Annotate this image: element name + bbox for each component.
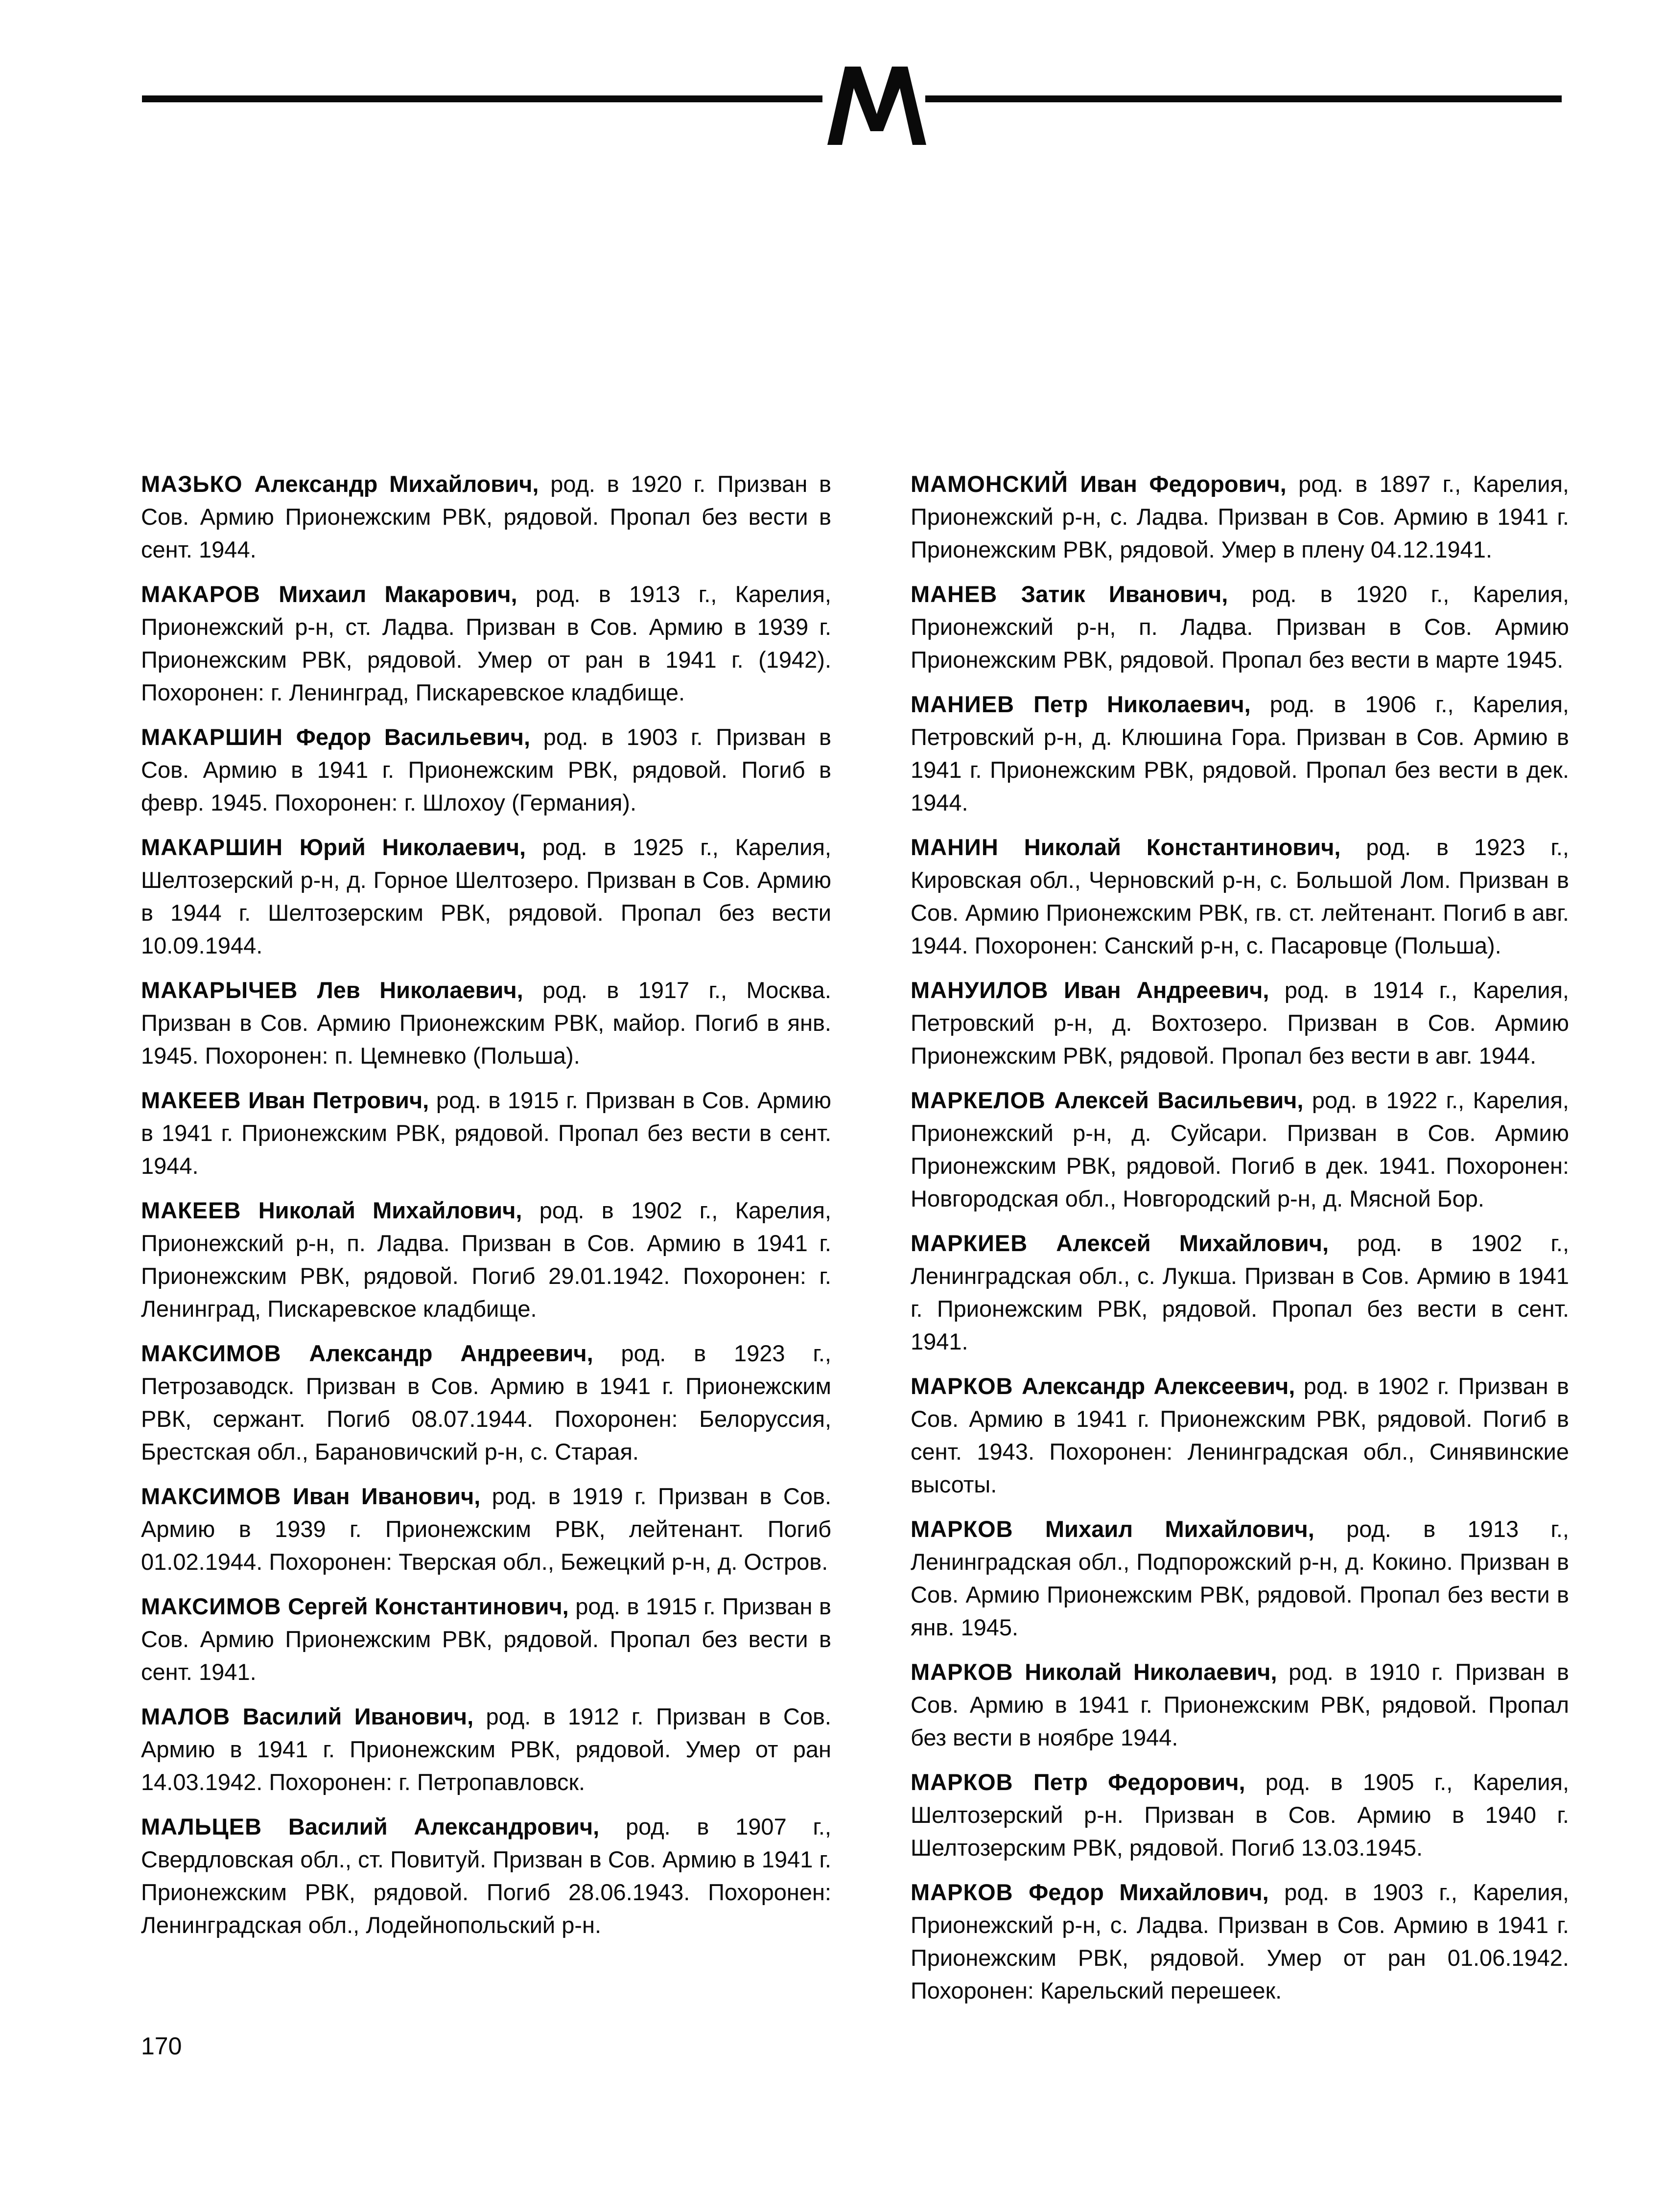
entry-surname: МАРКИЕВ: [911, 1230, 1028, 1256]
entry-surname: МАКАРЫЧЕВ: [141, 977, 298, 1003]
entry: [141, 1084, 831, 1182]
entry-given-name: Михаил Михайлович,: [1045, 1516, 1314, 1542]
entry-surname: МАЗЬКО: [141, 471, 243, 497]
entry: [911, 1513, 1569, 1644]
entry: [911, 688, 1569, 819]
entry-text: род. в 1903 г. Призван в Сов. Армию в 1941 г. Прионежским РВК, рядовой. Погиб в февр. 1945. Похоронен: г. Шлохоу (Германия).: [141, 724, 831, 815]
entry-given-name: Николай Константинович,: [1024, 834, 1341, 860]
entry-given-name: Александр Михайлович,: [254, 471, 539, 497]
entry-given-name: Алексей Васильевич,: [1054, 1087, 1304, 1113]
entry-text: род. в 1913 г., Ленинградская обл., Подпорожский р-н, д. Кокино. Призван в Сов. Армию Прионежским РВК, рядовой. Пропал без вести в янв. 1945.: [911, 1516, 1569, 1640]
entry-given-name: Петр Николаевич,: [1033, 691, 1251, 717]
entry: [911, 1227, 1569, 1358]
entry-text: род. в 1906 г., Карелия, Петровский р-н, д. Клюшина Гора. Призван в Сов. Армию в 1941 г. Прионежским РВК, рядовой. Пропал без вести в дек. 1944.: [911, 691, 1569, 815]
entry: [141, 1194, 831, 1325]
entry-given-name: Федор Васильевич,: [296, 724, 531, 750]
entry-given-name: Затик Иванович,: [1021, 581, 1228, 607]
header-rule-right: [925, 95, 1562, 102]
entry-given-name: Иван Иванович,: [292, 1483, 481, 1509]
entry-surname: МАНУИЛОВ: [911, 977, 1049, 1003]
entry: [911, 467, 1569, 566]
entry-surname: МАНИН: [911, 834, 999, 860]
entry-text: род. в 1902 г., Карелия, Прионежский р-н, п. Ладва. Призван в Сов. Армию в 1941 г. Прионежским РВК, рядовой. Погиб 29.01.1942. Похоронен: г. Ленинград, Пискаревское кладбище.: [141, 1197, 831, 1322]
entry-surname: МАЛЬЦЕВ: [141, 1814, 262, 1839]
entry-given-name: Иван Петрович,: [248, 1087, 429, 1113]
entry-given-name: Сергей Константинович,: [288, 1593, 569, 1619]
entry-surname: МАЛОВ: [141, 1703, 231, 1729]
entry-given-name: Юрий Николаевич,: [299, 834, 526, 860]
entry-surname: МАРКОВ: [911, 1516, 1013, 1542]
entry-text: род. в 1920 г. Призван в Сов. Армию Прионежским РВК, рядовой. Пропал без вести в сент. 1944.: [141, 471, 832, 562]
entry: [141, 974, 831, 1072]
entry-text: род. в 1925 г., Карелия, Шелтозерский р-н, д. Горное Шелтозеро. Призван в Сов. Армию в 1944 г. Шелтозерским РВК, рядовой. Пропал без вести 10.09.1944.: [141, 834, 831, 958]
entry: [141, 1810, 831, 1941]
entry-given-name: Иван Андреевич,: [1064, 977, 1269, 1003]
entry: [141, 1480, 831, 1578]
entry-given-name: Александр Андреевич,: [309, 1340, 593, 1366]
entry-text: род. в 1917 г., Москва. Призван в Сов. Армию Прионежским РВК, майор. Погиб в янв. 1945. Похоронен: п. Цемневко (Польша).: [141, 977, 831, 1069]
entry: [141, 831, 831, 962]
entry-surname: МАМОНСКИЙ: [911, 471, 1068, 497]
entry-surname: МАРКОВ: [911, 1879, 1013, 1905]
entry-surname: МАКАРШИН: [141, 724, 283, 750]
entry-given-name: Лев Николаевич,: [317, 977, 523, 1003]
entry-surname: МАРКОВ: [911, 1373, 1013, 1399]
header-rule-left: [142, 95, 822, 102]
entry: [141, 1337, 831, 1468]
entry-given-name: Александр Алексеевич,: [1022, 1373, 1295, 1399]
entry-text: род. в 1923 г., Кировская обл., Черновский р-н, с. Большой Лом. Призван в Сов. Армию Прионежским РВК, гв. ст. лейтенант. Погиб в авг. 1944. Похоронен: Санский р-н, с. Пасаровце (Польша).: [911, 834, 1569, 958]
entry-text: род. в 1902 г. Призван в Сов. Армию в 1941 г. Прионежским РВК, рядовой. Погиб в сент. 1943. Похоронен: Ленинградская обл., Синявинские высоты.: [911, 1373, 1569, 1497]
entry-text: род. в 1919 г. Призван в Сов. Армию в 1939 г. Прионежским РВК, лейтенант. Погиб 01.02.1944. Похоронен: Тверская обл., Бежецкий р-н, д. Остров.: [141, 1483, 832, 1575]
entry-text: род. в 1912 г. Призван в Сов. Армию в 1941 г. Прионежским РВК, рядовой. Умер от ран 14.03.1942. Похоронен: г. Петропавловск.: [141, 1703, 831, 1795]
entry-surname: МАРКЕЛОВ: [911, 1087, 1046, 1113]
entry: [911, 1084, 1569, 1215]
entry-surname: МАКАРОВ: [141, 581, 260, 607]
entry-given-name: Василий Александрович,: [288, 1814, 600, 1839]
entry: [911, 974, 1569, 1072]
entry: [141, 721, 831, 819]
entry: [141, 467, 831, 566]
entry-text: род. в 1923 г., Петрозаводск. Призван в Сов. Армию в 1941 г. Прионежским РВК, сержант. Погиб 08.07.1944. Похоронен: Белоруссия, Брестская обл., Барановичский р-н, с. Старая.: [141, 1340, 831, 1465]
entry-text: род. в 1902 г., Ленинградская обл., с. Лукша. Призван в Сов. Армию в 1941 г. Прионежским РВК, рядовой. Пропал без вести в сент. 1941.: [911, 1230, 1570, 1354]
entry-surname: МАКСИМОВ: [141, 1593, 281, 1619]
entry-surname: МАРКОВ: [911, 1769, 1013, 1795]
entry-given-name: Николай Михайлович,: [258, 1197, 522, 1223]
entry-surname: МАКСИМОВ: [141, 1340, 281, 1366]
entry-surname: МАНИЕВ: [911, 691, 1015, 717]
page-number: 170: [141, 2032, 182, 2060]
entry-given-name: Петр Федорович,: [1033, 1769, 1245, 1795]
entry-given-name: Иван Федорович,: [1080, 471, 1287, 497]
left-column: [141, 467, 831, 1953]
entry-text: род. в 1915 г. Призван в Сов. Армию в 1941 г. Прионежским РВК, рядовой. Пропал без вести в сент. 1944.: [141, 1087, 832, 1179]
entry-text: род. в 1910 г. Призван в Сов. Армию в 1941 г. Прионежским РВК, рядовой. Пропал без вести в ноябре 1944.: [911, 1659, 1569, 1750]
entry-text: род. в 1922 г., Карелия, Прионежский р-н, д. Суйсари. Призван в Сов. Армию Прионежским РВК, рядовой. Погиб в дек. 1941. Похоронен: Новгородская обл., Новгородский р-н, д. Мясной Бор.: [911, 1087, 1569, 1211]
entry: [141, 1700, 831, 1798]
entry-given-name: Алексей Михайлович,: [1056, 1230, 1329, 1256]
section-letter-m-icon: [825, 58, 928, 151]
entry: [911, 1876, 1569, 2007]
entry: [911, 1370, 1569, 1501]
entry: [911, 831, 1569, 962]
entry-surname: МАКСИМОВ: [141, 1483, 281, 1509]
entry-surname: МАКАРШИН: [141, 834, 283, 860]
entry: [911, 578, 1569, 676]
entry-text: род. в 1920 г., Карелия, Прионежский р-н, п. Ладва. Призван в Сов. Армию Прионежским РВК, рядовой. Пропал без вести в марте 1945.: [911, 581, 1569, 673]
entry-surname: МАКЕЕВ: [141, 1197, 241, 1223]
entry-text: род. в 1914 г., Карелия, Петровский р-н, д. Вохтозеро. Призван в Сов. Армию Прионежским РВК, рядовой. Пропал без вести в авг. 1944.: [911, 977, 1569, 1069]
entry-given-name: Михаил Макарович,: [279, 581, 517, 607]
entry-surname: МАКЕЕВ: [141, 1087, 241, 1113]
entry-surname: МАНЕВ: [911, 581, 998, 607]
entry-text: род. в 1913 г., Карелия, Прионежский р-н, ст. Ладва. Призван в Сов. Армию в 1939 г. Прионежским РВК, рядовой. Умер от ран в 1941 г. (1942). Похоронен: г. Ленинград, Пискаревское кладбище.: [141, 581, 831, 705]
entry-given-name: Василий Иванович,: [242, 1703, 474, 1729]
entry-text: род. в 1915 г. Призван в Сов. Армию Прионежским РВК, рядовой. Пропал без вести в сент. 1941.: [141, 1593, 831, 1685]
entry: [141, 578, 831, 709]
right-column: [911, 467, 1569, 2019]
entry-text: род. в 1905 г., Карелия, Шелтозерский р-н. Призван в Сов. Армию в 1940 г. Шелтозерским РВК, рядовой. Погиб 13.03.1945.: [911, 1769, 1570, 1861]
entry: [911, 1655, 1569, 1754]
entry: [141, 1590, 831, 1688]
entry-surname: МАРКОВ: [911, 1659, 1013, 1685]
entry-text: род. в 1903 г., Карелия, Прионежский р-н, с. Ладва. Призван в Сов. Армию в 1941 г. Прионежским РВК, рядовой. Умер от ран 01.06.1942. Похоронен: Карельский перешеек.: [911, 1879, 1569, 2003]
entry-text: род. в 1907 г., Свердловская обл., ст. Повитуй. Призван в Сов. Армию в 1941 г. Прионежским РВК, рядовой. Погиб 28.06.1943. Похоронен: Ленинградская обл., Лодейнопольский р-н.: [141, 1814, 831, 1938]
entry-text: род. в 1897 г., Карелия, Прионежский р-н, с. Ладва. Призван в Сов. Армию в 1941 г. Прионежским РВК, рядовой. Умер в плену 04.12.1941.: [911, 471, 1569, 562]
entry: [911, 1766, 1569, 1864]
entry-given-name: Федор Михайлович,: [1029, 1879, 1269, 1905]
entry-given-name: Николай Николаевич,: [1025, 1659, 1277, 1685]
